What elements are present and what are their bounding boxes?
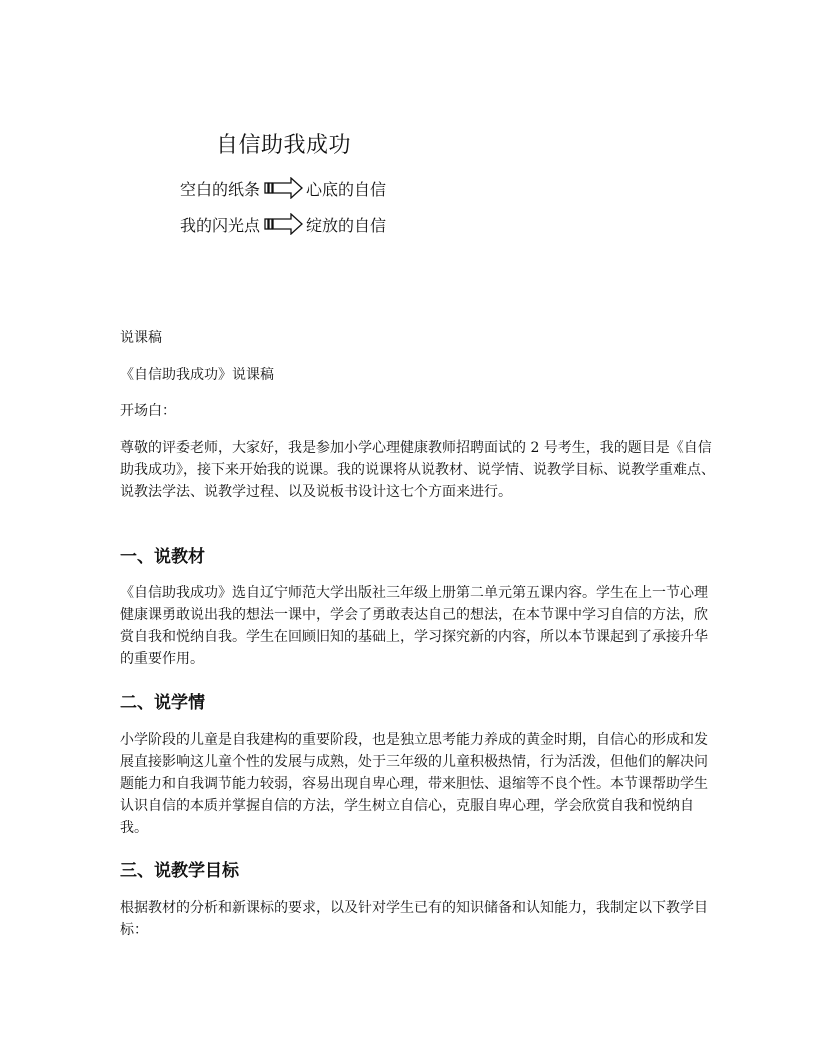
flow-from-2: 我的闪光点 xyxy=(180,215,261,235)
doc-title-line: 《自信助我成功》说课稿 xyxy=(120,367,274,383)
section-paragraph-textbook: 《自信助我成功》选自辽宁师范大学出版社三年级上册第二单元第五课内容。学生在上一节心理健康课勇敢说出我的想法一课中，学会了勇敢表达自己的想法，在本节课中学习自信的方法，欣赏自我和悦纳自我。学生在回顾旧知的基础上，学习探究新的内容，所以本节课起到了承接升华的重要作用。 xyxy=(120,585,708,667)
doc-type-line: 说课稿 xyxy=(120,330,162,346)
flow-row-2 xyxy=(180,211,386,237)
flow-to-1: 心底的自信 xyxy=(306,179,387,199)
flow-from-1: 空白的纸条 xyxy=(180,179,261,199)
section-paragraph-students: 小学阶段的儿童是自我建构的重要阶段，也是独立思考能力养成的黄金时期，自信心的形成和发展直接影响这儿童个性的发展与成熟，处于三年级的儿童积极热情，行为活泼，但他们的解决问题能力和自我调节能力较弱，容易出现自卑心理，带来胆怯、退缩等不良个性。本节课帮助学生认识自信的本质并掌握自信的方法，学生树立自信心，克服自卑心理，学会欣赏自我和悦纳自我。 xyxy=(120,732,708,836)
section-heading-textbook: 一、说教材 xyxy=(120,547,205,567)
opening-label: 开场白： xyxy=(120,403,176,419)
flow-to-2: 绽放的自信 xyxy=(306,215,387,235)
section-heading-students: 二、说学情 xyxy=(120,693,205,713)
board-title: 自信助我成功 xyxy=(216,133,352,158)
flow-row-1 xyxy=(180,175,386,201)
intro-paragraph: 尊敬的评委老师，大家好，我是参加小学心理健康教师招聘面试的 2 号考生，我的题目是《自信助我成功》，接下来开始我的说课。我的说课将从说教材、说学情、说教学目标、说教学重难点、说教法学法、说教学过程、以及说板书设计这七个方面来进行。 xyxy=(120,440,715,500)
right-arrow-icon xyxy=(264,213,304,235)
section-paragraph-objectives: 根据教材的分析和新课标的要求，以及针对学生已有的知识储备和认知能力，我制定以下教学目标： xyxy=(120,900,708,938)
right-arrow-icon xyxy=(264,177,304,199)
section-heading-objectives: 三、说教学目标 xyxy=(120,861,239,881)
